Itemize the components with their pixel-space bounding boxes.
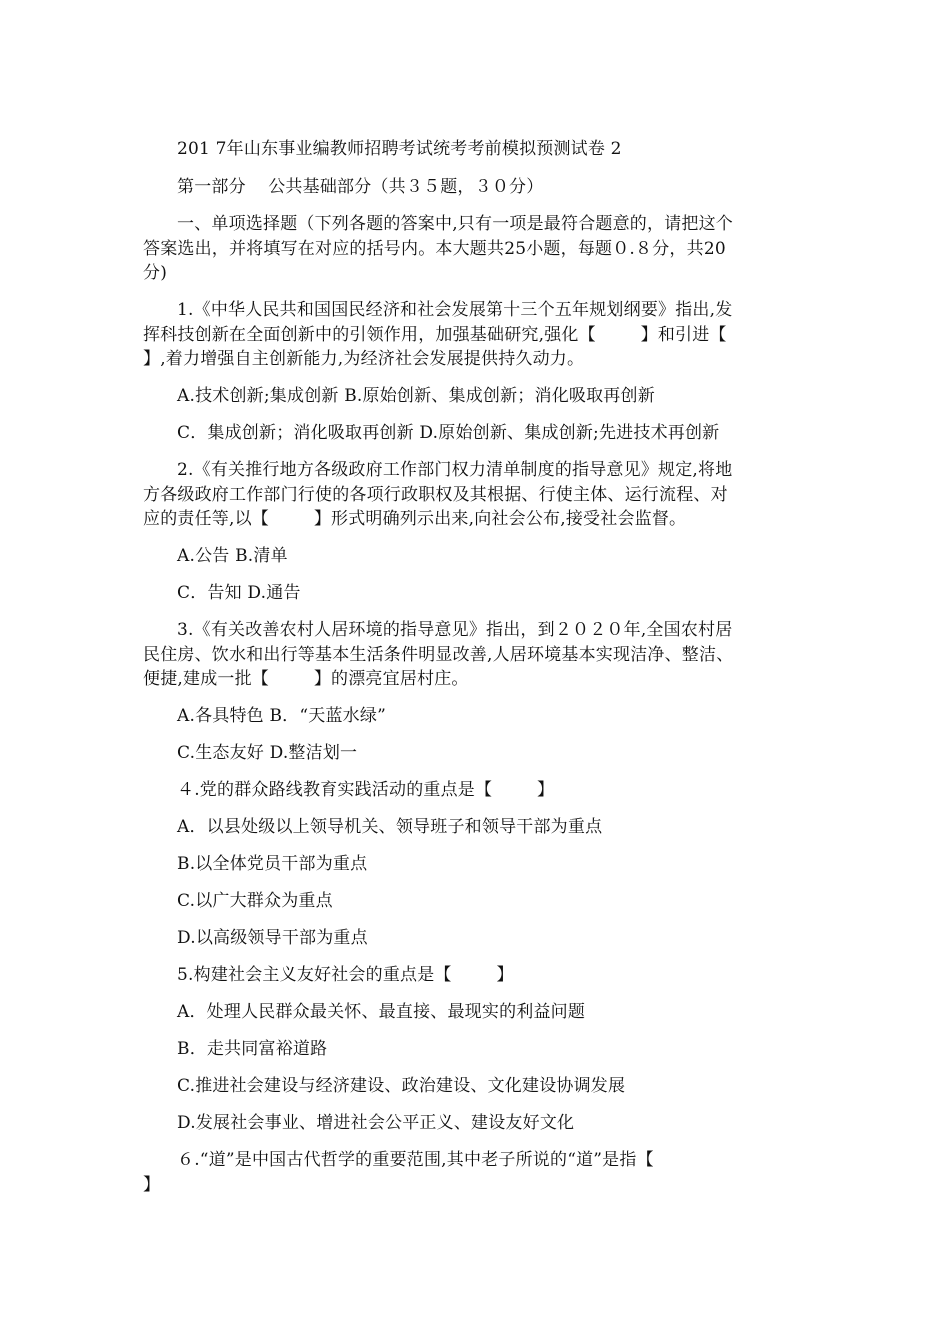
question-2-stem-line-3: 应的责任等,以【 】形式明确列示出来,向社会公布,接受社会监督。 — [143, 509, 687, 529]
question-4-option-b: B.以全体党员干部为重点 — [177, 854, 368, 874]
question-5-option-d: D.发展社会事业、增进社会公平正义、建设友好文化 — [177, 1113, 575, 1133]
question-4-stem: ４.党的群众路线教育实践活动的重点是【 】 — [177, 780, 555, 800]
question-1-stem-line-2: 挥科技创新在全面创新中的引领作用，加强基础研究,强化【 】和引进【 — [143, 325, 727, 345]
question-2-stem-line-1: 2.《有关推行地方各级政府工作部门权力清单制度的指导意见》规定,将地 — [177, 460, 733, 480]
question-6-stem-line-2: 】 — [143, 1175, 161, 1195]
question-6-stem-line-1: ６.“道”是中国古代哲学的重要范围,其中老子所说的“道”是指【 — [177, 1150, 654, 1170]
question-1-option-line-2: C．集成创新；消化吸取再创新 D.原始创新、集成创新;先进技术再创新 — [177, 423, 720, 443]
question-1-stem-line-3: 】,着力增强自主创新能力,为经济社会发展提供持久动力。 — [143, 349, 585, 369]
question-5-option-a: A．处理人民群众最关怀、最直接、最现实的利益问题 — [177, 1002, 586, 1022]
question-5-option-c: C.推进社会建设与经济建设、政治建设、文化建设协调发展 — [177, 1076, 626, 1096]
question-4-option-c: C.以广大群众为重点 — [177, 891, 333, 911]
section-intro-line-1: 一、单项选择题（下列各题的答案中,只有一项是最符合题意的，请把这个 — [177, 214, 734, 234]
question-4-option-d: D.以高级领导干部为重点 — [177, 928, 368, 948]
part-heading: 第一部分 公共基础部分（共３５题，３０分） — [177, 177, 544, 197]
document-title: 201 7年山东事业编教师招聘考试统考考前模拟预测试卷 2 — [177, 139, 622, 159]
question-3-option-line-1: A.各具特色 B．“天蓝水绿” — [177, 706, 386, 726]
question-4-option-a: A．以县处级以上领导机关、领导班子和领导干部为重点 — [177, 817, 603, 837]
section-intro-line-2: 答案选出，并将填写在对应的括号内。本大题共25小题，每题０.８分，共20 — [143, 239, 726, 259]
question-5-option-b: B．走共同富裕道路 — [177, 1039, 328, 1059]
question-2-option-line-1: A.公告 B.清单 — [177, 546, 288, 566]
question-1-stem-line-1: 1.《中华人民共和国国民经济和社会发展第十三个五年规划纲要》指出,发 — [177, 300, 733, 320]
question-3-stem-line-3: 便捷,建成一批【 】的漂亮宜居村庄。 — [143, 669, 469, 689]
question-2-option-line-2: C．告知 D.通告 — [177, 583, 301, 603]
section-intro-line-3: 分) — [143, 263, 168, 283]
question-3-option-line-2: C.生态友好 D.整洁划一 — [177, 743, 358, 763]
question-1-option-line-1: A.技术创新;集成创新 B.原始创新、集成创新；消化吸取再创新 — [177, 386, 655, 406]
question-3-stem-line-1: 3.《有关改善农村人居环境的指导意见》指出，到２０２０年,全国农村居 — [177, 620, 733, 640]
question-3-stem-line-2: 民住房、饮水和出行等基本生活条件明显改善,人居环境基本实现洁净、整洁、 — [143, 645, 734, 665]
question-2-stem-line-2: 方各级政府工作部门行使的各项行政职权及其根据、行使主体、运行流程、对 — [143, 485, 728, 505]
question-5-stem: 5.构建社会主义友好社会的重点是【 】 — [177, 965, 514, 985]
